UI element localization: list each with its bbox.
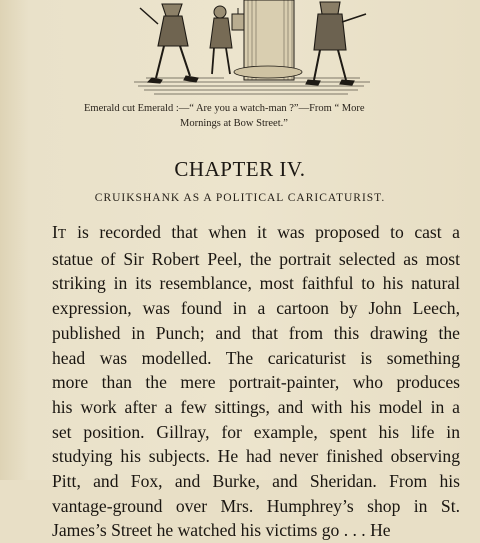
body-line: his work after a few sittings, and with his model in a (52, 396, 460, 417)
body-line: head was modelled. The caricaturist is something (52, 347, 460, 368)
caption-line-2: Mornings at Bow Street.” (180, 118, 288, 129)
body-line: vantage-ground over Mrs. Humphrey’s shop in St. (52, 495, 460, 516)
body-paragraph (52, 220, 460, 541)
chapter-title: CHAPTER IV. (174, 157, 306, 181)
body-line: expression, was found in a cartoon by John Leech, (52, 298, 460, 319)
body-line: studying his subjects. He had never finished observing (52, 446, 460, 467)
body-line-partial: James’s Street he watched his victims go . . . He (52, 520, 391, 541)
body-line: striking in its resemblance, most faithful to his natural (52, 273, 460, 294)
body-line: published in Punch; and that from this drawing the (52, 322, 460, 343)
initial-letter: I (52, 222, 58, 242)
engraving-illustration (134, 0, 370, 96)
body-line: set position. Gillray, for example, spent his life in (52, 421, 460, 442)
caption-line-1: Emerald cut Emerald :—“ Are you a watch-man ?”—From “ More (84, 103, 365, 114)
body-line: IT is recorded that when it was proposed to cast a (52, 222, 460, 242)
chapter-subtitle: CRUIKSHANK AS A POLITICAL CARICATURIST. (94, 192, 386, 204)
initial-smallcaps: T (57, 226, 67, 241)
body-line: Pitt, and Fox, and Burke, and Sheridan. From his (52, 471, 460, 492)
body-line: statue of Sir Robert Peel, the portrait selected as most (52, 248, 460, 269)
illustration-caption (84, 101, 464, 131)
body-line: more than the mere portrait-painter, who produces (52, 372, 460, 393)
